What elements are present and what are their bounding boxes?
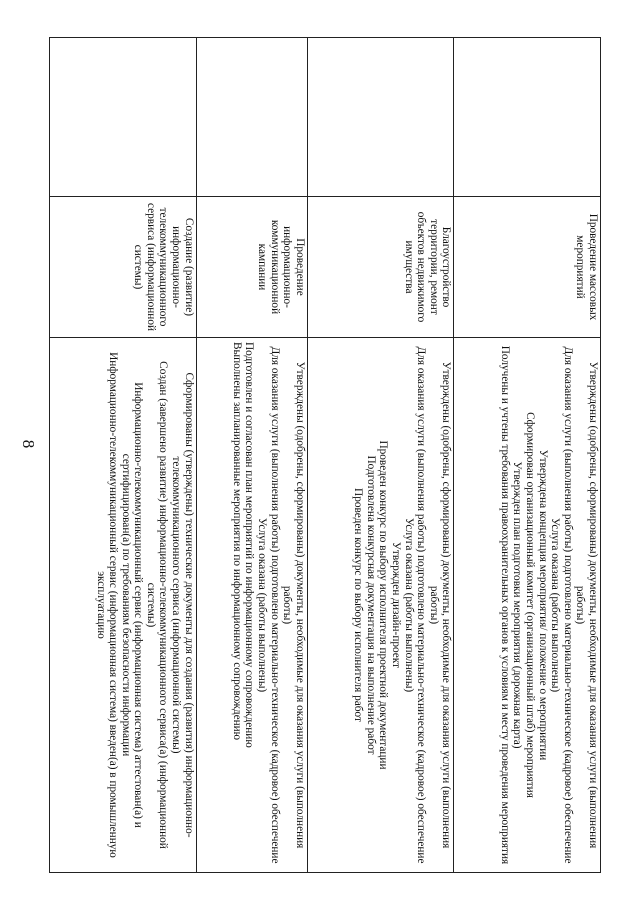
result-line: Сформированы (утверждены) технические документы для создания (развития) информационно-телекоммуникационного сервиса (информационной системы) <box>170 372 195 838</box>
result-line: Утверждены (одобрены, сформированы) документы, необходимые для оказания услуги (выполнения работы) <box>574 361 599 849</box>
table-row <box>50 38 197 873</box>
table-row <box>196 38 307 873</box>
result-line: Для оказания услуги (выполнения работы) подготовлено материально-техническое (кадровое) обеспечение <box>561 346 574 864</box>
result-line: Утвержден дизайн-проект <box>389 541 402 669</box>
result-line: Для оказания услуги (выполнения работы) подготовлено материально-техническое (кадровое) обеспечение <box>268 346 281 864</box>
event-cell: Проведение массовых мероприятий <box>454 197 601 338</box>
table-cell-blank <box>196 38 307 197</box>
table-row <box>454 38 601 873</box>
result-line: Информационно-телекоммуникационный сервис (информационная система) аттестован(а) и сертифицирован(а) по требованиям безопасности информации <box>119 382 145 828</box>
table-cell-blank <box>50 38 197 197</box>
result-line: Создан (завершено развитие) информационно-телекоммуникационного сервиса(а) (информационной системы) <box>144 361 170 849</box>
result-line: Получены и учтены требования правоохранительных органов к условиям и месту проведения мероприятия <box>498 345 511 865</box>
event-cell: Создание (развитие) информационно-телекоммуникационного сервиса (информационной системы) <box>50 197 197 338</box>
result-line: Услуга оказана (работы выполнены) <box>549 517 562 693</box>
result-line: Выполнены запланированные мероприятия по информационному сопровождению <box>230 342 243 741</box>
table-row <box>307 38 454 873</box>
results-cell <box>196 338 307 873</box>
event-cell: Проведение информационно-коммуникационной кампании <box>196 197 307 338</box>
event-cell: Благоустройство территории, ремонт объектов недвижимого имущества <box>307 197 454 338</box>
results-cell <box>454 338 601 873</box>
result-line: Проведен конкурс по выбору исполнителя работ <box>352 488 365 722</box>
result-line: Сформирован организационный комитет (организационный штаб) мероприятия <box>524 412 537 798</box>
result-line: Утверждена концепция мероприятия/ положение о мероприятии <box>536 449 549 761</box>
result-line: Утверждены (одобрены, сформированы) документы, необходимые для оказания услуги (выполнения работы) <box>281 361 306 849</box>
result-line: Подготовлен и согласован план мероприятий по информационному сопровождению <box>243 342 256 748</box>
result-line: Услуга оказана (работы выполнены) <box>402 517 415 693</box>
table-cell-blank <box>454 38 601 197</box>
table-cell-blank <box>307 38 454 197</box>
results-cell <box>50 338 197 873</box>
results-cell <box>307 338 454 873</box>
result-line: Утверждены (одобрены, сформированы) документы, необходимые для оказания услуги (выполнения работы) <box>427 361 453 849</box>
result-line: Проведен конкурс по выбору исполнителя проектной документации <box>377 440 390 770</box>
rotated-table-wrapper <box>49 37 601 873</box>
result-line: Утвержден план подготовки мероприятия (дорожная карта) <box>511 461 524 749</box>
page-number: 8 <box>19 439 38 449</box>
results-table <box>49 37 601 873</box>
result-line: Для оказания услуги (выполнения работы) подготовлено материально-техническое (кадровое) обеспечение <box>415 346 428 864</box>
result-line: Подготовлена конкурсная документация на выполнение работ <box>364 455 377 755</box>
result-line: Услуга оказана (работы выполнены) <box>255 517 268 693</box>
result-line: Информационно-телекоммуникационный сервис (информационная система) введен(а) в промышленную эксплуатацию <box>94 352 120 858</box>
